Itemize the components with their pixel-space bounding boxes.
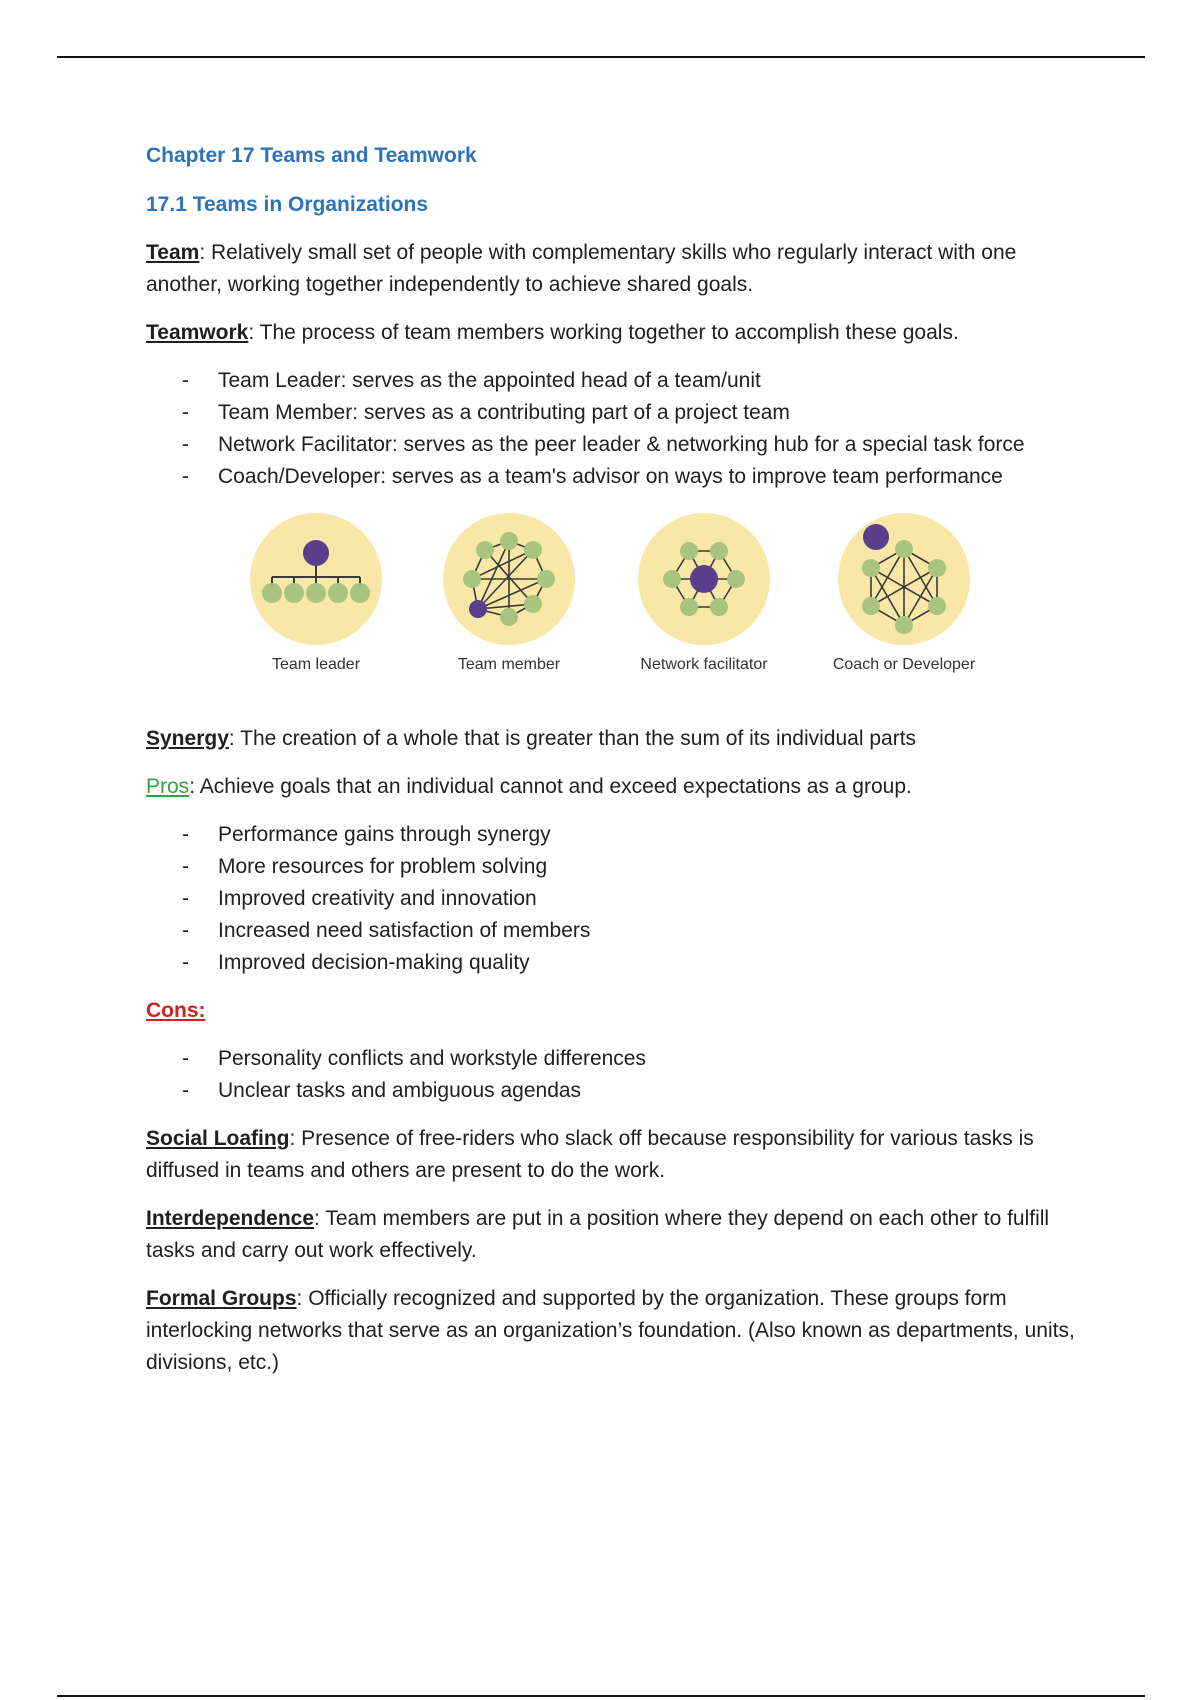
cons-list — [146, 1043, 1086, 1107]
formal-groups-text: : Officially recognized and supported by the organization. These groups form interlocking networks that serve as an organization’s foundation. (Also known as departments, units, divisions, etc.) — [146, 1287, 1075, 1374]
section-title: 17.1 Teams in Organizations — [146, 193, 429, 216]
social-loafing-term: Social Loafing — [146, 1127, 290, 1150]
team-roles-figure — [146, 509, 1086, 707]
team-leader-diagram — [250, 513, 382, 673]
pros-text: : Achieve goals that an individual cannot and exceed expectations as a group. — [189, 775, 912, 798]
list-item: - Team Member: serves as a contributing part of a project team — [182, 401, 790, 424]
coach-developer-diagram — [833, 513, 976, 673]
synergy-text: : The creation of a whole that is greater than the sum of its individual parts — [228, 727, 917, 750]
list-item: - Unclear tasks and ambiguous agendas — [182, 1079, 582, 1102]
list-item: - Performance gains through synergy — [182, 823, 551, 846]
network-facilitator-diagram — [638, 513, 770, 673]
pros-term: Pros — [146, 775, 190, 798]
list-item: - Personality conflicts and workstyle differences — [182, 1047, 646, 1070]
pros-list — [146, 819, 1086, 979]
team-definition — [146, 237, 1086, 301]
cons-heading — [146, 995, 1086, 1027]
formal-groups-definition — [146, 1283, 1086, 1379]
list-item: - Increased need satisfaction of members — [182, 919, 591, 942]
synergy-definition — [146, 723, 1086, 755]
team-term: Team — [146, 241, 200, 264]
bottom-rule — [57, 1695, 1145, 1697]
teamwork-term: Teamwork — [146, 321, 249, 344]
interdependence-definition — [146, 1203, 1086, 1267]
caption-team-member: Team member — [457, 656, 561, 673]
document-body — [146, 140, 1086, 1379]
list-item: - Coach/Developer: serves as a team's advisor on ways to improve team performance — [182, 465, 1003, 488]
interdependence-text: : Team members are put in a position where they depend on each other to fulfill tasks and carry out work effectively. — [146, 1207, 1050, 1262]
team-member-diagram — [443, 513, 575, 673]
formal-groups-term: Formal Groups — [146, 1287, 297, 1310]
cons-term: Cons: — [146, 999, 206, 1022]
caption-coach-developer: Coach or Developer — [832, 656, 976, 673]
team-text: : Relatively small set of people with complementary skills who regularly interact with one another, working together independently to achieve shared goals. — [146, 241, 1017, 296]
list-item: - More resources for problem solving — [182, 855, 548, 878]
chapter-title: Chapter 17 Teams and Teamwork — [146, 144, 477, 167]
list-item: - Improved decision-making quality — [182, 951, 530, 974]
caption-team-leader: Team leader — [271, 656, 361, 673]
team-roles-diagram — [146, 509, 1086, 707]
list-item: - Team Leader: serves as the appointed head of a team/unit — [182, 369, 761, 392]
social-loafing-definition — [146, 1123, 1086, 1187]
caption-network-facilitator: Network facilitator — [640, 656, 768, 673]
roles-list — [146, 365, 1086, 493]
list-item: - Network Facilitator: serves as the peer leader & networking hub for a special task force — [182, 433, 1025, 456]
list-item: - Improved creativity and innovation — [182, 887, 537, 910]
interdependence-term: Interdependence — [146, 1207, 315, 1230]
social-loafing-text: : Presence of free-riders who slack off because responsibility for various tasks is diffused in teams and others are present to do the work. — [146, 1127, 1034, 1182]
synergy-term: Synergy — [146, 727, 229, 750]
teamwork-text: : The process of team members working together to accomplish these goals. — [248, 321, 959, 344]
teamwork-definition — [146, 317, 1086, 349]
pros-definition — [146, 771, 1086, 803]
top-rule — [57, 56, 1145, 58]
